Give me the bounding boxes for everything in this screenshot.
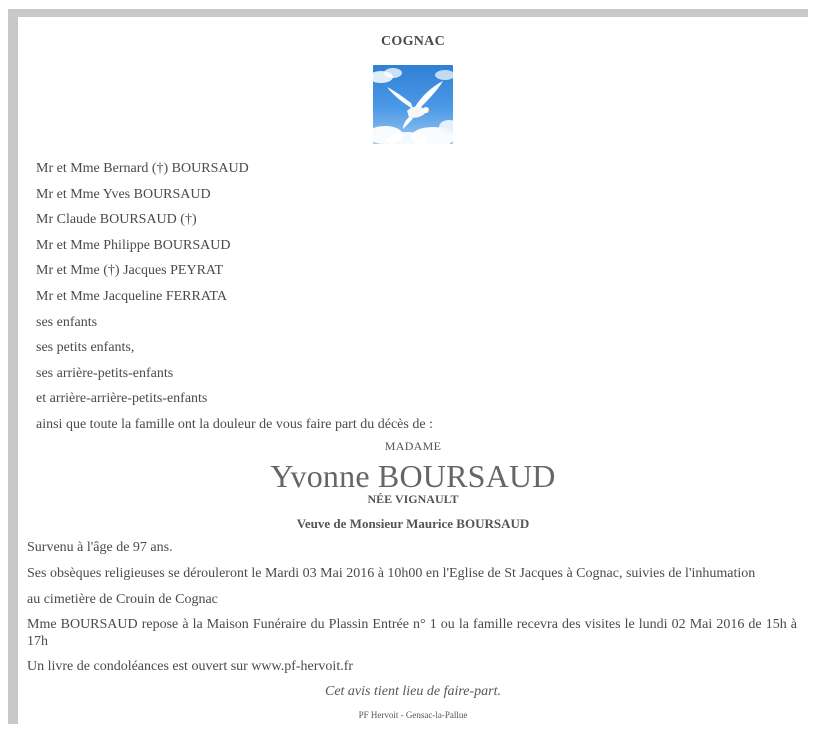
family-line: et arrière-arrière-petits-enfants xyxy=(36,391,208,407)
family-line: Mr Claude BOURSAUD (†) xyxy=(36,212,197,228)
rest-line: Mme BOURSAUD repose à la Maison Funéraire du Plassin Entrée n° 1 ou la famille recevra des visites le lundi 02 Mai 2016 de 15h à 17h xyxy=(27,617,797,649)
deceased-title: MADAME xyxy=(384,439,442,453)
age-line: Survenu à l'âge de 97 ans. xyxy=(27,540,173,555)
funeral-home-footer: PF Hervoit - Gensac-la-Pallue xyxy=(358,710,468,720)
burial-line: au cimetière de Crouin de Cognac xyxy=(27,592,218,607)
family-line: ses petits enfants, xyxy=(36,340,135,356)
deceased-name: Yvonne BOURSAUD xyxy=(270,458,556,494)
family-line: Mr et Mme (†) Jacques PEYRAT xyxy=(36,263,224,279)
widow-line: Veuve de Monsieur Maurice BOURSAUD xyxy=(296,516,530,531)
obituary-notice xyxy=(18,17,808,732)
family-list xyxy=(36,156,433,438)
city-title: COGNAC xyxy=(380,34,446,49)
family-line: ses enfants xyxy=(36,314,98,330)
family-line: Mr et Mme Bernard (†) BOURSAUD xyxy=(36,161,249,176)
condolences-line: Un livre de condoléances est ouvert sur www.pf-hervoit.fr xyxy=(27,659,354,674)
closing-note: Cet avis tient lieu de faire-part. xyxy=(324,684,501,699)
family-line: Mr et Mme Yves BOURSAUD xyxy=(36,186,211,202)
family-line: ses arrière-petits-enfants xyxy=(36,365,174,381)
family-line: Mr et Mme Jacqueline FERRATA xyxy=(36,288,227,304)
maiden-name: NÉE VIGNAULT xyxy=(367,492,459,506)
notice-frame xyxy=(8,9,808,724)
family-line: Mr et Mme Philippe BOURSAUD xyxy=(36,237,231,253)
dove-icon xyxy=(373,65,453,144)
funeral-line: Ses obsèques religieuses se dérouleront le Mardi 03 Mai 2016 à 10h00 en l'Eglise de St Jacques à Cognac, suivies de l'inhumation xyxy=(27,566,756,581)
details-block xyxy=(27,538,797,675)
family-line: ainsi que toute la famille ont la douleur de vous faire part du décès de : xyxy=(36,416,433,432)
